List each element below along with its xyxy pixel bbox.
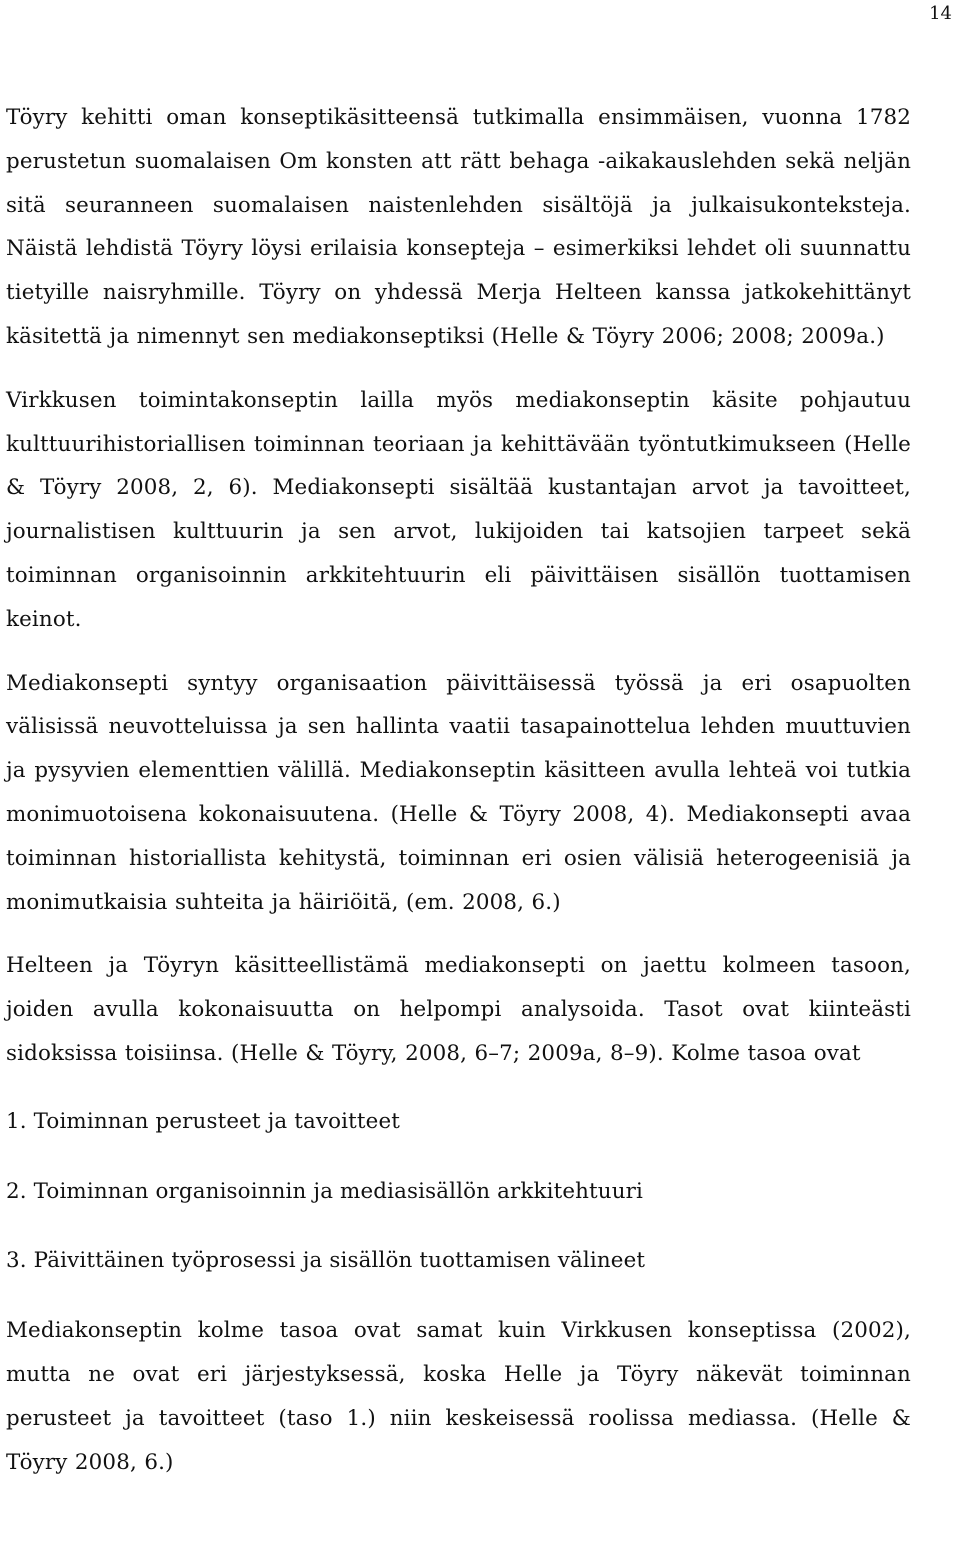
document-body — [6, 96, 911, 1484]
paragraph-kolme-tasoa: Helteen ja Töyryn käsitteellistämä mediakonsepti on jaettu kolmeen tasoon, joiden avulla kokonaisuutta on helpompi analysoida. Tasot ovat kiinteästi sidoksissa toisiinsa. (Helle & Töyry, 2008, 6–7; 2009a, 8–9). Kolme tasoa ovat — [6, 953, 911, 1066]
page-number: 14 — [929, 3, 952, 24]
paragraph-closing: Mediakonseptin kolme tasoa ovat samat kuin Virkkusen konseptissa (2002), mutta ne ovat eri järjestyksessä, koska Helle ja Töyry näkevät toiminnan perusteet ja tavoitteet (taso 1.) niin keskeisessä roolissa mediassa. (Helle & Töyry 2008, 6.) — [6, 1318, 911, 1475]
list-item-taso-3: 3. Päivittäinen työprosessi ja sisällön tuottamisen välineet — [6, 1248, 646, 1274]
paragraph-konseptikasite: Töyry kehitti oman konseptikäsitteensä tutkimalla ensimmäisen, vuonna 1782 perustetun suomalaisen Om konsten att rätt behaga -aikakauslehden sekä neljän sitä seuranneen suomalaisen naistenlehden sisältöjä ja julkaisukonteksteja. Näistä lehdistä Töyry löysi erilaisia konsepteja – esimerkiksi lehdet oli suunnattu tietyille naisryhmille. Töyry on yhdessä Merja Helteen kanssa jatkokehittänyt käsitettä ja nimennyt sen mediakonseptiksi (Helle & Töyry 2006; 2008; 2009a.) — [6, 105, 911, 349]
list-item-taso-1: 1. Toiminnan perusteet ja tavoitteet — [6, 1108, 401, 1134]
paragraph-toimintakonsepti: Virkkusen toimintakonseptin lailla myös mediakonseptin käsite pohjautuu kulttuurihistoriallisen toiminnan teoriaan ja kehittävään työntutkimukseen (Helle & Töyry 2008, 2, 6). Mediakonsepti sisältää kustantajan arvot ja tavoitteet, journalistisen kulttuurin ja sen arvot, lukijoiden tai katsojien tarpeet sekä toiminnan organisoinnin arkkitehtuurin eli päivittäisen sisällön tuottamisen keinot. — [6, 387, 911, 632]
list-item-taso-2: 2. Toiminnan organisoinnin ja mediasisällön arkkitehtuuri — [6, 1178, 644, 1204]
paragraph-mediakonsepti-syntyy: Mediakonsepti syntyy organisaation päivittäisessä työssä ja eri osapuolten välisissä neuvotteluissa ja sen hallinta vaatii tasapainottelua lehden muuttuvien ja pysyvien elementtien välillä. Mediakonseptin käsitteen avulla lehteä voi tutkia monimuotoisena kokonaisuutena. (Helle & Töyry 2008, 4). Mediakonsepti avaa toiminnan historiallista kehitystä, toiminnan eri osien välisiä heterogeenisiä ja monimutkaisia suhteita ja häiriöitä, (em. 2008, 6.) — [6, 670, 911, 915]
